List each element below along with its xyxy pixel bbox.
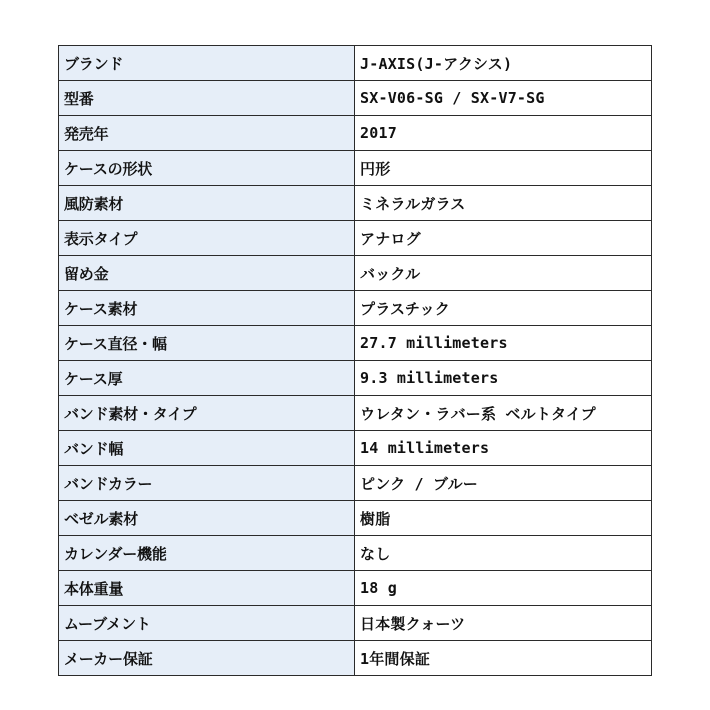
spec-value: ミネラルガラス — [355, 186, 652, 221]
spec-label: ムーブメント — [59, 606, 355, 641]
spec-label: 型番 — [59, 81, 355, 116]
table-row — [59, 641, 652, 676]
spec-label: 留め金 — [59, 256, 355, 291]
spec-label: ケース素材 — [59, 291, 355, 326]
spec-label: 発売年 — [59, 116, 355, 151]
table-row — [59, 151, 652, 186]
table-row — [59, 116, 652, 151]
spec-value: 14 millimeters — [355, 431, 652, 466]
spec-value: ピンク / ブルー — [355, 466, 652, 501]
table-row — [59, 466, 652, 501]
table-row — [59, 291, 652, 326]
spec-value: アナログ — [355, 221, 652, 256]
spec-label: メーカー保証 — [59, 641, 355, 676]
table-row — [59, 501, 652, 536]
spec-value: 日本製クォーツ — [355, 606, 652, 641]
table-row — [59, 221, 652, 256]
spec-label: 風防素材 — [59, 186, 355, 221]
spec-value: 円形 — [355, 151, 652, 186]
table-row — [59, 46, 652, 81]
spec-value: なし — [355, 536, 652, 571]
spec-value: ウレタン・ラバー系 ベルトタイプ — [355, 396, 652, 431]
spec-table-body — [59, 46, 652, 676]
table-row — [59, 536, 652, 571]
spec-value: プラスチック — [355, 291, 652, 326]
spec-label: カレンダー機能 — [59, 536, 355, 571]
spec-label: 本体重量 — [59, 571, 355, 606]
spec-label: ケースの形状 — [59, 151, 355, 186]
spec-table — [58, 45, 652, 676]
spec-label: ベゼル素材 — [59, 501, 355, 536]
spec-label: バンド素材・タイプ — [59, 396, 355, 431]
spec-label: バンドカラー — [59, 466, 355, 501]
spec-label: ケース直径・幅 — [59, 326, 355, 361]
table-row — [59, 186, 652, 221]
table-row — [59, 361, 652, 396]
table-row — [59, 326, 652, 361]
spec-value: 18 g — [355, 571, 652, 606]
table-row — [59, 256, 652, 291]
table-row — [59, 396, 652, 431]
table-row — [59, 81, 652, 116]
spec-value: 樹脂 — [355, 501, 652, 536]
spec-value: SX-V06-SG / SX-V7-SG — [355, 81, 652, 116]
spec-value: 2017 — [355, 116, 652, 151]
spec-value: 27.7 millimeters — [355, 326, 652, 361]
spec-label: バンド幅 — [59, 431, 355, 466]
table-row — [59, 571, 652, 606]
spec-label: 表示タイプ — [59, 221, 355, 256]
spec-label: ブランド — [59, 46, 355, 81]
table-row — [59, 606, 652, 641]
spec-value: 1年間保証 — [355, 641, 652, 676]
spec-value: J-AXIS(J-アクシス) — [355, 46, 652, 81]
spec-label: ケース厚 — [59, 361, 355, 396]
spec-value: バックル — [355, 256, 652, 291]
table-row — [59, 431, 652, 466]
spec-value: 9.3 millimeters — [355, 361, 652, 396]
